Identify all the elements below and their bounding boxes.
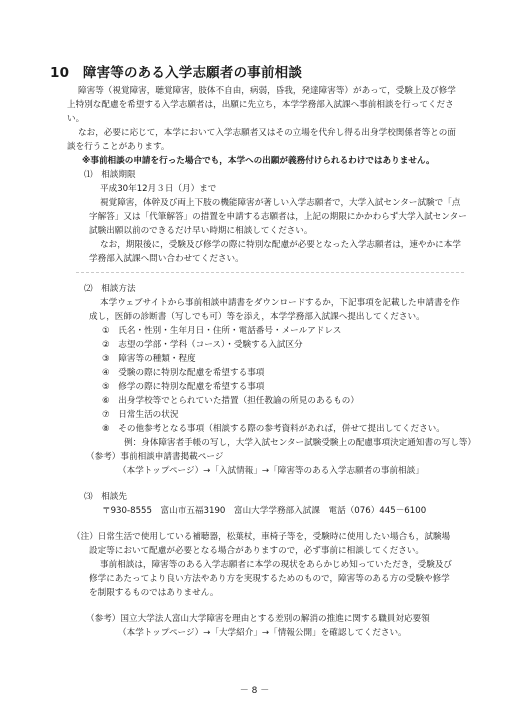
- intro-line-2: 上特別な配慮を希望する入学志願者は，出願に先立ち，本学学務部入試課へ事前相談を行ってくださ: [67, 100, 454, 110]
- subsection-3-title: ⑶ 相談先: [84, 492, 127, 502]
- contact-info: 〒930-8555 富山市五福3190 富山大学学務部入試課 電話（076）445－6100: [102, 506, 427, 516]
- caution-line-2: 設定等において配慮が必要となる場合がありますので，必ず事前に相談してください。: [89, 546, 424, 556]
- method-line-2: 成し，医師の診断書（写しでも可）等を添え，本学学務部入試課へ提出してください。: [89, 312, 425, 322]
- method-line-1: 本学ウェブサイトから事前相談申請書をダウンロードするか，下記事項を記載した申請書を作: [100, 298, 460, 308]
- list-item-7: ⑦ 日常生活の状況: [102, 410, 179, 420]
- list-item-6: ⑥ 出身学校等でとられていた措置（担任教諭の所見のあるもの）: [102, 396, 359, 406]
- intro-line-1: 障害等（視覚障害，聴覚障害，肢体不自由，病弱，昏我，発達障害等）があって，受験上及び修学: [78, 86, 456, 96]
- caution-line-1: （注）日常生活で使用している補聴器，松葉杖，車椅子等を，受験時に使用したい場合も，試験場: [72, 532, 451, 542]
- list-item-8: ⑧ その他参考となる事項（相談する際の参考資料があれば，併せて提出してください。: [102, 424, 445, 434]
- caution-line-4: 修学にあたってより良い方法やあり方を実現するためのもので，障害等のある方の受験や修学: [89, 574, 450, 584]
- note-line-1: なお，必要に応じて，本学において入学志願者又はその立場を代弁し得る出身学校関係者等との面: [78, 128, 456, 138]
- list-item-2: ② 志望の学部・学科（コース）・受験する入試区分: [102, 340, 303, 350]
- caution-line-5: を制限するものではありません。: [89, 588, 219, 598]
- list-item-3: ③ 障害等の種類・程度: [102, 354, 196, 364]
- subsection-1-title: ⑴ 相談期限: [84, 170, 136, 180]
- section-title: 10 障害等のある入学志願者の事前相談: [50, 65, 303, 81]
- deadline-detail-5: 学務部入試課へ問い合わせてください。: [89, 254, 244, 264]
- intro-line-3: い。: [67, 114, 85, 124]
- deadline-date: 平成30年12月３日（月）まで: [100, 184, 217, 194]
- deadline-detail-2: 字解答」又は「代筆解答」の措置を申請する志願者は，上記の期限にかかわらず大学入試センター: [89, 212, 467, 222]
- reference2-title: （参考）国立大学法人富山大学障害を理由とする差別の解消の推進に関する職員対応要領: [86, 614, 430, 624]
- list-item-8-example: 例：身体障害者手帳の写し，大学入試センター試験受験上の配慮事項決定通知書の写し等）: [124, 438, 477, 448]
- caution-line-3: 事前相談は，障害等のある入学志願者に本学の現状をあらかじめ知っていただき，受験及び: [100, 560, 453, 570]
- note-line-2: 談を行うことがあります。: [67, 142, 170, 152]
- list-item-5: ⑤ 修学の際に特別な配慮を希望する事項: [102, 382, 265, 392]
- subsection-2-title: ⑵ 相談方法: [84, 284, 136, 294]
- section-divider: [76, 272, 464, 273]
- deadline-detail-3: 試験出願以前のできるだけ早い時期に相談してください。: [89, 226, 313, 236]
- list-item-1: ① 氏名・性別・生年月日・住所・電話番号・メールアドレス: [102, 326, 342, 336]
- deadline-detail-1: 視覚障害，体幹及び両上下肢の機能障害が著しい入学志願者で，大学入試センター試験で「点: [100, 198, 461, 208]
- list-item-4: ④ 受験の際に特別な配慮を希望する事項: [102, 368, 265, 378]
- reference-title: （参考）事前相談申請書掲載ページ: [86, 452, 224, 462]
- page-number: － 8 －: [239, 686, 270, 696]
- important-notice: ※事前相談の申請を行った場合でも，本学への出願が義務付けられるわけではありません。: [82, 156, 435, 166]
- reference-path: （本学トップページ）→「入試情報」→「障害等のある入学志願者の事前相談」: [118, 466, 424, 476]
- deadline-detail-4: なお，期限後に，受験及び修学の際に特別な配慮が必要となった入学志願者は，速やかに本学: [100, 240, 461, 250]
- reference2-path: （本学トップページ）→「大学紹介」→「情報公開」を確認してください。: [118, 628, 407, 638]
